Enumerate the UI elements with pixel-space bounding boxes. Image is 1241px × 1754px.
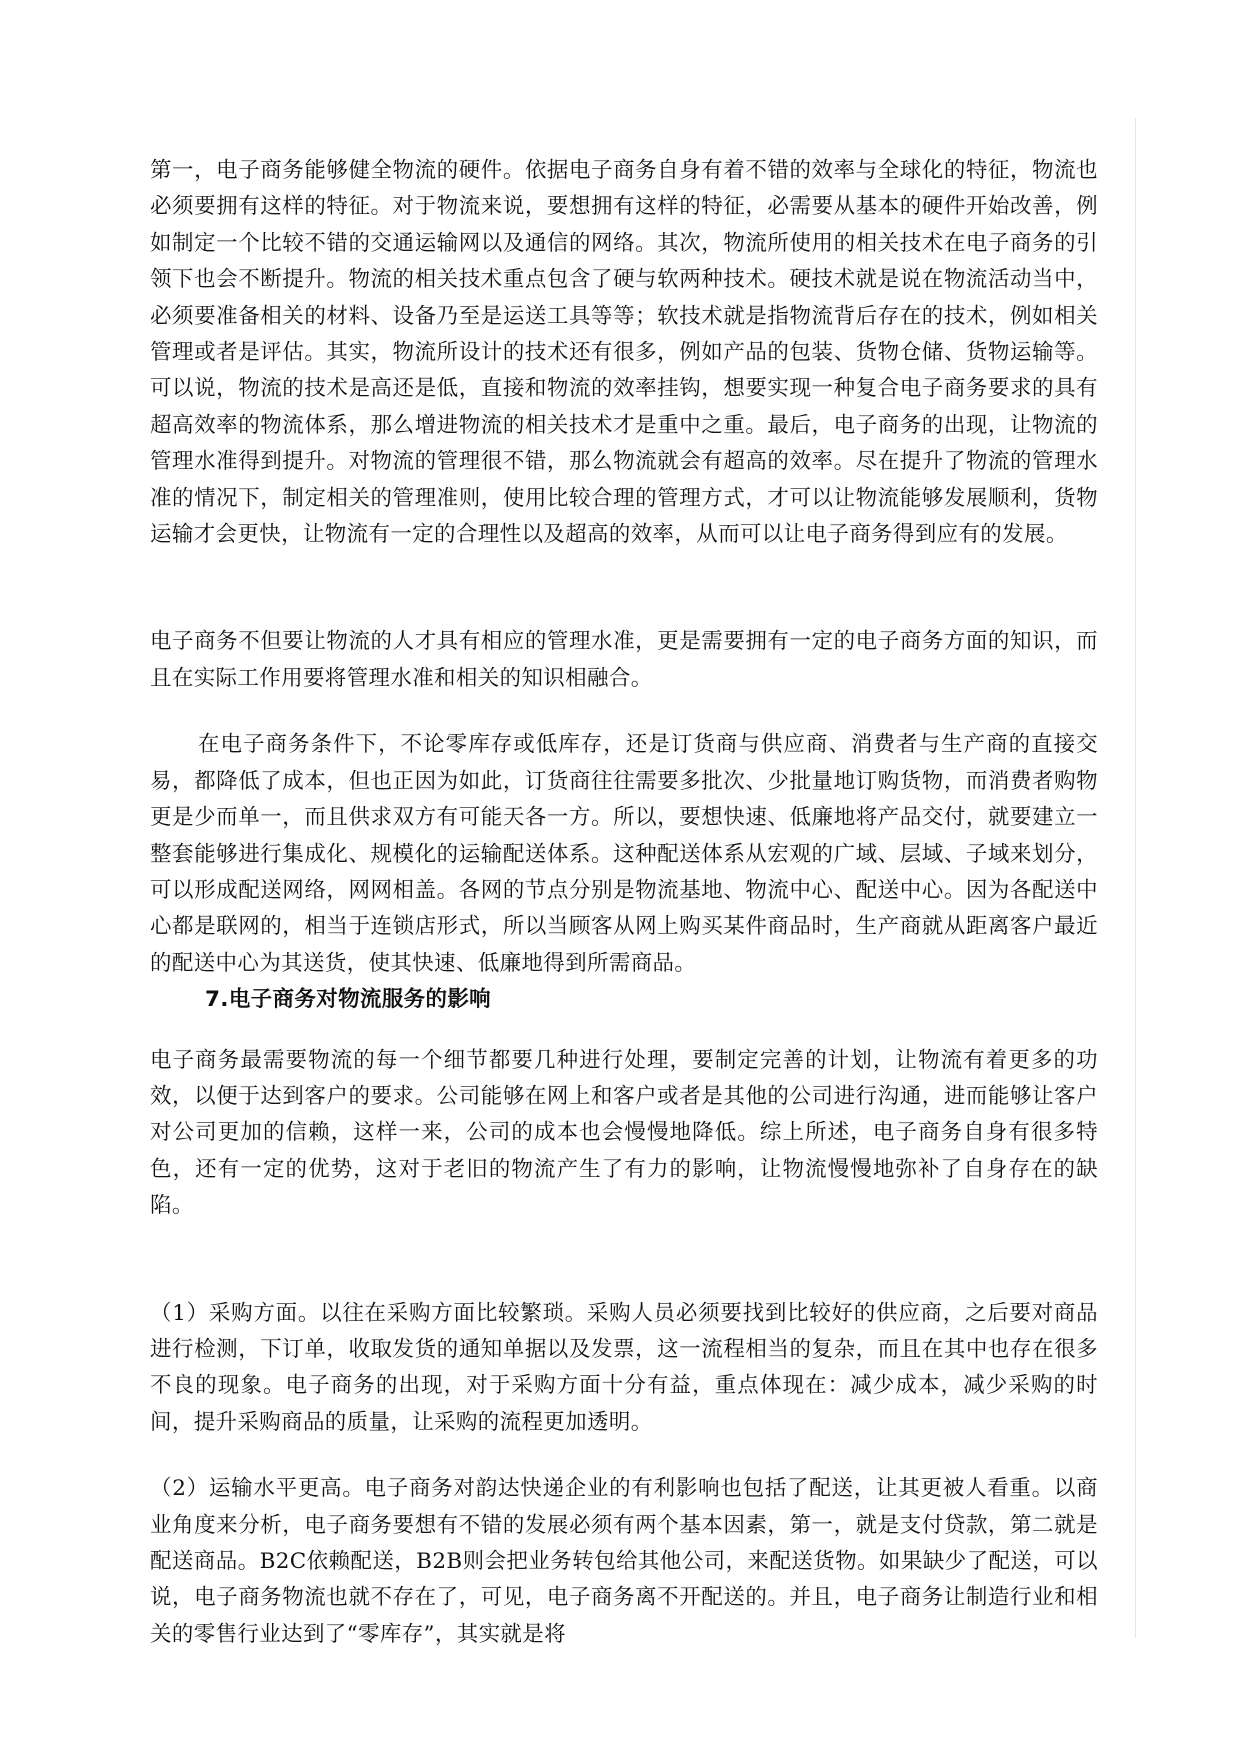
document-body [150,153,1098,1653]
paragraph-service-impact: 电子商务最需要物流的每一个细节都要几种进行处理，要制定完善的计划，让物流有着更多的功效，以便于达到客户的要求。公司能够在网上和客户或者是其他的公司进行沟通，进而能够让客户对公司更加的信赖，这样一来，公司的成本也会慢慢地降低。综上所述，电子商务自身有很多特色，还有一定的优势，这对于老旧的物流产生了有力的影响，让物流慢慢地弥补了自身存在的缺陷。 [150,1047,1098,1219]
paragraph-talent: 电子商务不但要让物流的人才具有相应的管理水准，更是需要拥有一定的电子商务方面的知识，而且在实际工作用要将管理水准和相关的知识相融合。 [150,629,1098,691]
section-heading-7: 7.电子商务对物流服务的影响 [205,987,492,1013]
paragraph-transport: （2）运输水平更高。电子商务对韵达快递企业的有利影响也包括了配送，让其更被人看重。以商业角度来分析，电子商务要想有不错的发展必须有两个基本因素，第一，就是支付贷款，第二就是配送商品。B2C依赖配送，B2B则会把业务转包给其他公司，来配送货物。如果缺少了配送，可以说，电子商务物流也就不存在了，可见，电子商务离不开配送的。并且，电子商务让制造行业和相关的零售行业达到了“零库存”，其实就是将 [150,1476,1098,1647]
paragraph-procurement: （1）采购方面。以往在采购方面比较繁琐。采购人员必须要找到比较好的供应商，之后要对商品进行检测，下订单，收取发货的通知单据以及发票，这一流程相当的复杂，而且在其中也存在很多不良的现象。电子商务的出现，对于采购方面十分有益，重点体现在：减少成本，减少采购的时间，提升采购商品的质量，让采购的流程更加透明。 [150,1300,1098,1435]
paragraph-distribution: 在电子商务条件下，不论零库存或低库存，还是订货商与供应商、消费者与生产商的直接交易，都降低了成本，但也正因为如此，订货商往往需要多批次、少批量地订购货物，而消费者购物更是少而单一，而且供求双方有可能天各一方。所以，要想快速、低廉地将产品交付，就要建立一整套能够进行集成化、规模化的运输配送体系。这种配送体系从宏观的广域、层域、子域来划分，可以形成配送网络，网网相盖。各网的节点分别是物流基地、物流中心、配送中心。因为各配送中心都是联网的，相当于连锁店形式，所以当顾客从网上购买某件商品时，生产商就从距离客户最近的配送中心为其送货，使其快速、低廉地得到所需商品。 [150,732,1098,976]
page-edge-line [1135,118,1136,1638]
paragraph-hardware: 第一，电子商务能够健全物流的硬件。依据电子商务自身有着不错的效率与全球化的特征，物流也必须要拥有这样的特征。对于物流来说，要想拥有这样的特征，必需要从基本的硬件开始改善，例如制定一个比较不错的交通运输网以及通信的网络。其次，物流所使用的相关技术在电子商务的引领下也会不断提升。物流的相关技术重点包含了硬与软两种技术。硬技术就是说在物流活动当中，必须要准备相关的材料、设备乃至是运送工具等等；软技术就是指物流背后存在的技术，例如相关管理或者是评估。其实，物流所设计的技术还有很多，例如产品的包装、货物仓储、货物运输等。可以说，物流的技术是高还是低，直接和物流的效率挂钩，想要实现一种复合电子商务要求的具有超高效率的物流体系，那么增进物流的相关技术才是重中之重。最后，电子商务的出现，让物流的管理水准得到提升。对物流的管理很不错，那么物流就会有超高的效率。尽在提升了物流的管理水准的情况下，制定相关的管理准则，使用比较合理的管理方式，才可以让物流能够发展顺利，货物运输才会更快，让物流有一定的合理性以及超高的效率，从而可以让电子商务得到应有的发展。 [150,158,1098,548]
